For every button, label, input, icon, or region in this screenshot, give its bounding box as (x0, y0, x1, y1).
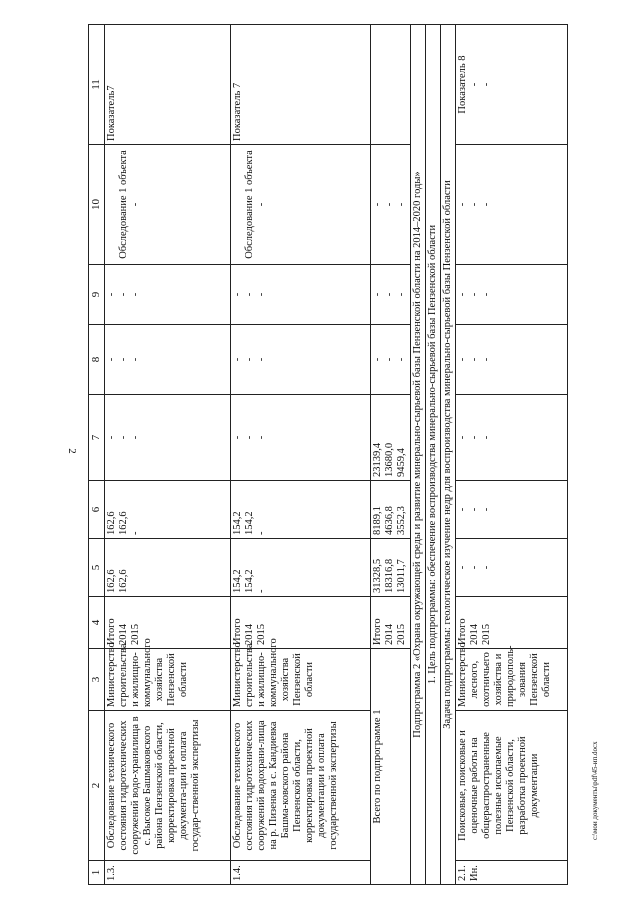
row-number: 2.1. Ин. (455, 861, 567, 885)
executor: Министерство строительства и жилищно-коммунального хозяйства Пензенской области (104, 649, 230, 711)
value-cell: - - - (455, 481, 567, 539)
indicator-ref: Показатель 8 - - (455, 25, 567, 145)
executor: Министерство лесного, охотничьего хозяйства и природополь-зования Пензенской области (455, 649, 567, 711)
value-cell: - - - (455, 395, 567, 481)
rotated-table-wrapper (88, 25, 598, 885)
header-cell: 8 (89, 325, 105, 395)
program-table (88, 24, 568, 885)
years-cell: Итого 2014 2015 (455, 597, 567, 649)
table-row (455, 25, 567, 885)
value-cell: - - - (230, 265, 370, 325)
row-number: 1.4. (230, 861, 370, 885)
header-cell: 10 (89, 145, 105, 265)
years-cell: Итого 2014 2015 (104, 597, 230, 649)
measure-name: Поисковые, поисковые и оценочные работы на общераспространенные полезные ископаемые Пензенской области, разработка проектной документации (455, 711, 567, 861)
header-cell: 2 (89, 711, 105, 861)
value-cell: 23139,4 13680,0 9459,4 (370, 395, 410, 481)
section-row (425, 25, 440, 885)
years-cell: Итого 2014 2015 (230, 597, 370, 649)
executor: Министерство строительства и жилищно-коммунального хозяйства Пензенской области (230, 649, 370, 711)
total-row (370, 25, 410, 885)
value-cell: 8189,1 4636,8 3552,3 (370, 481, 410, 539)
value-cell: 162,6 162,6 (104, 539, 230, 597)
value-cell: - - - (455, 539, 567, 597)
value-cell: - - - (455, 265, 567, 325)
value-cell: - - - (104, 265, 230, 325)
header-cell: 6 (89, 481, 105, 539)
header-cell: 4 (89, 597, 105, 649)
indicator-text: Обследование 1 объекта - (230, 145, 370, 265)
value-cell: 162,6 162,6 - (104, 481, 230, 539)
row-number: 1.3. (104, 861, 230, 885)
indicator-text: Обследование 1 объекта - (104, 145, 230, 265)
value-cell: - - - (230, 325, 370, 395)
value-cell: - - - (104, 395, 230, 481)
value-cell: - - - (370, 325, 410, 395)
header-row (89, 25, 105, 885)
footer-path: c:\мои документы\pdf\45-ип.docx (591, 741, 599, 840)
header-cell: 7 (89, 395, 105, 481)
value-cell: - - - (230, 395, 370, 481)
program-goal: 1. Цель подпрограммы: обеспечение воспроизводства минерально-сырьевой базы Пензенской области (425, 25, 440, 885)
value-cell (370, 25, 410, 145)
indicator-ref: Показатель 7 (230, 25, 370, 145)
header-cell: 3 (89, 649, 105, 711)
value-cell: 154,2 154,2 - (230, 539, 370, 597)
indicator-ref: Показатель7 (104, 25, 230, 145)
years-cell: Итого 2014 2015 (370, 597, 410, 649)
table-row (104, 25, 230, 885)
section-row (440, 25, 455, 885)
value-cell: 31328,5 18316,8 13011,7 (370, 539, 410, 597)
header-cell: 9 (89, 265, 105, 325)
value-cell: - - - (370, 265, 410, 325)
value-cell: - - - (104, 325, 230, 395)
header-cell: 1 (89, 861, 105, 885)
header-cell: 5 (89, 539, 105, 597)
header-cell: 11 (89, 25, 105, 145)
measure-name: Обследование технического состояния гидротехнических сооружений водохрани-лища на р. Пизенка в с. Кандиевка Башма-ковского района Пензенской области, корректировка проектной документации и оплата государственной экспертизы (230, 711, 370, 861)
measure-name: Обследование технического состояния гидротехнических сооружений водо-хранилища в с. Высокое Башмаковского района Пензенской области, корректировка проектной документа-ции и оплата государ-ственной экспертизы (104, 711, 230, 861)
table-row (230, 25, 370, 885)
value-cell: - - - (455, 145, 567, 265)
program-task: Задача подпрограммы: геологическое изучение недр для воспроизводства минерально-сырьевой базы Пензенской области (440, 25, 455, 885)
value-cell: 154,2 154,2 - (230, 481, 370, 539)
value-cell: - - - (370, 145, 410, 265)
section-row (410, 25, 425, 885)
program-title: Подпрограмма 2 «Охрана окружающей среды и развитие минерально-сырьевой базы Пензенской области на 2014–2020 годы» (410, 25, 425, 885)
page-number: 2 (65, 448, 78, 454)
total-label: Всего по подпрограмме 1 (370, 649, 410, 885)
value-cell: - - - (455, 325, 567, 395)
